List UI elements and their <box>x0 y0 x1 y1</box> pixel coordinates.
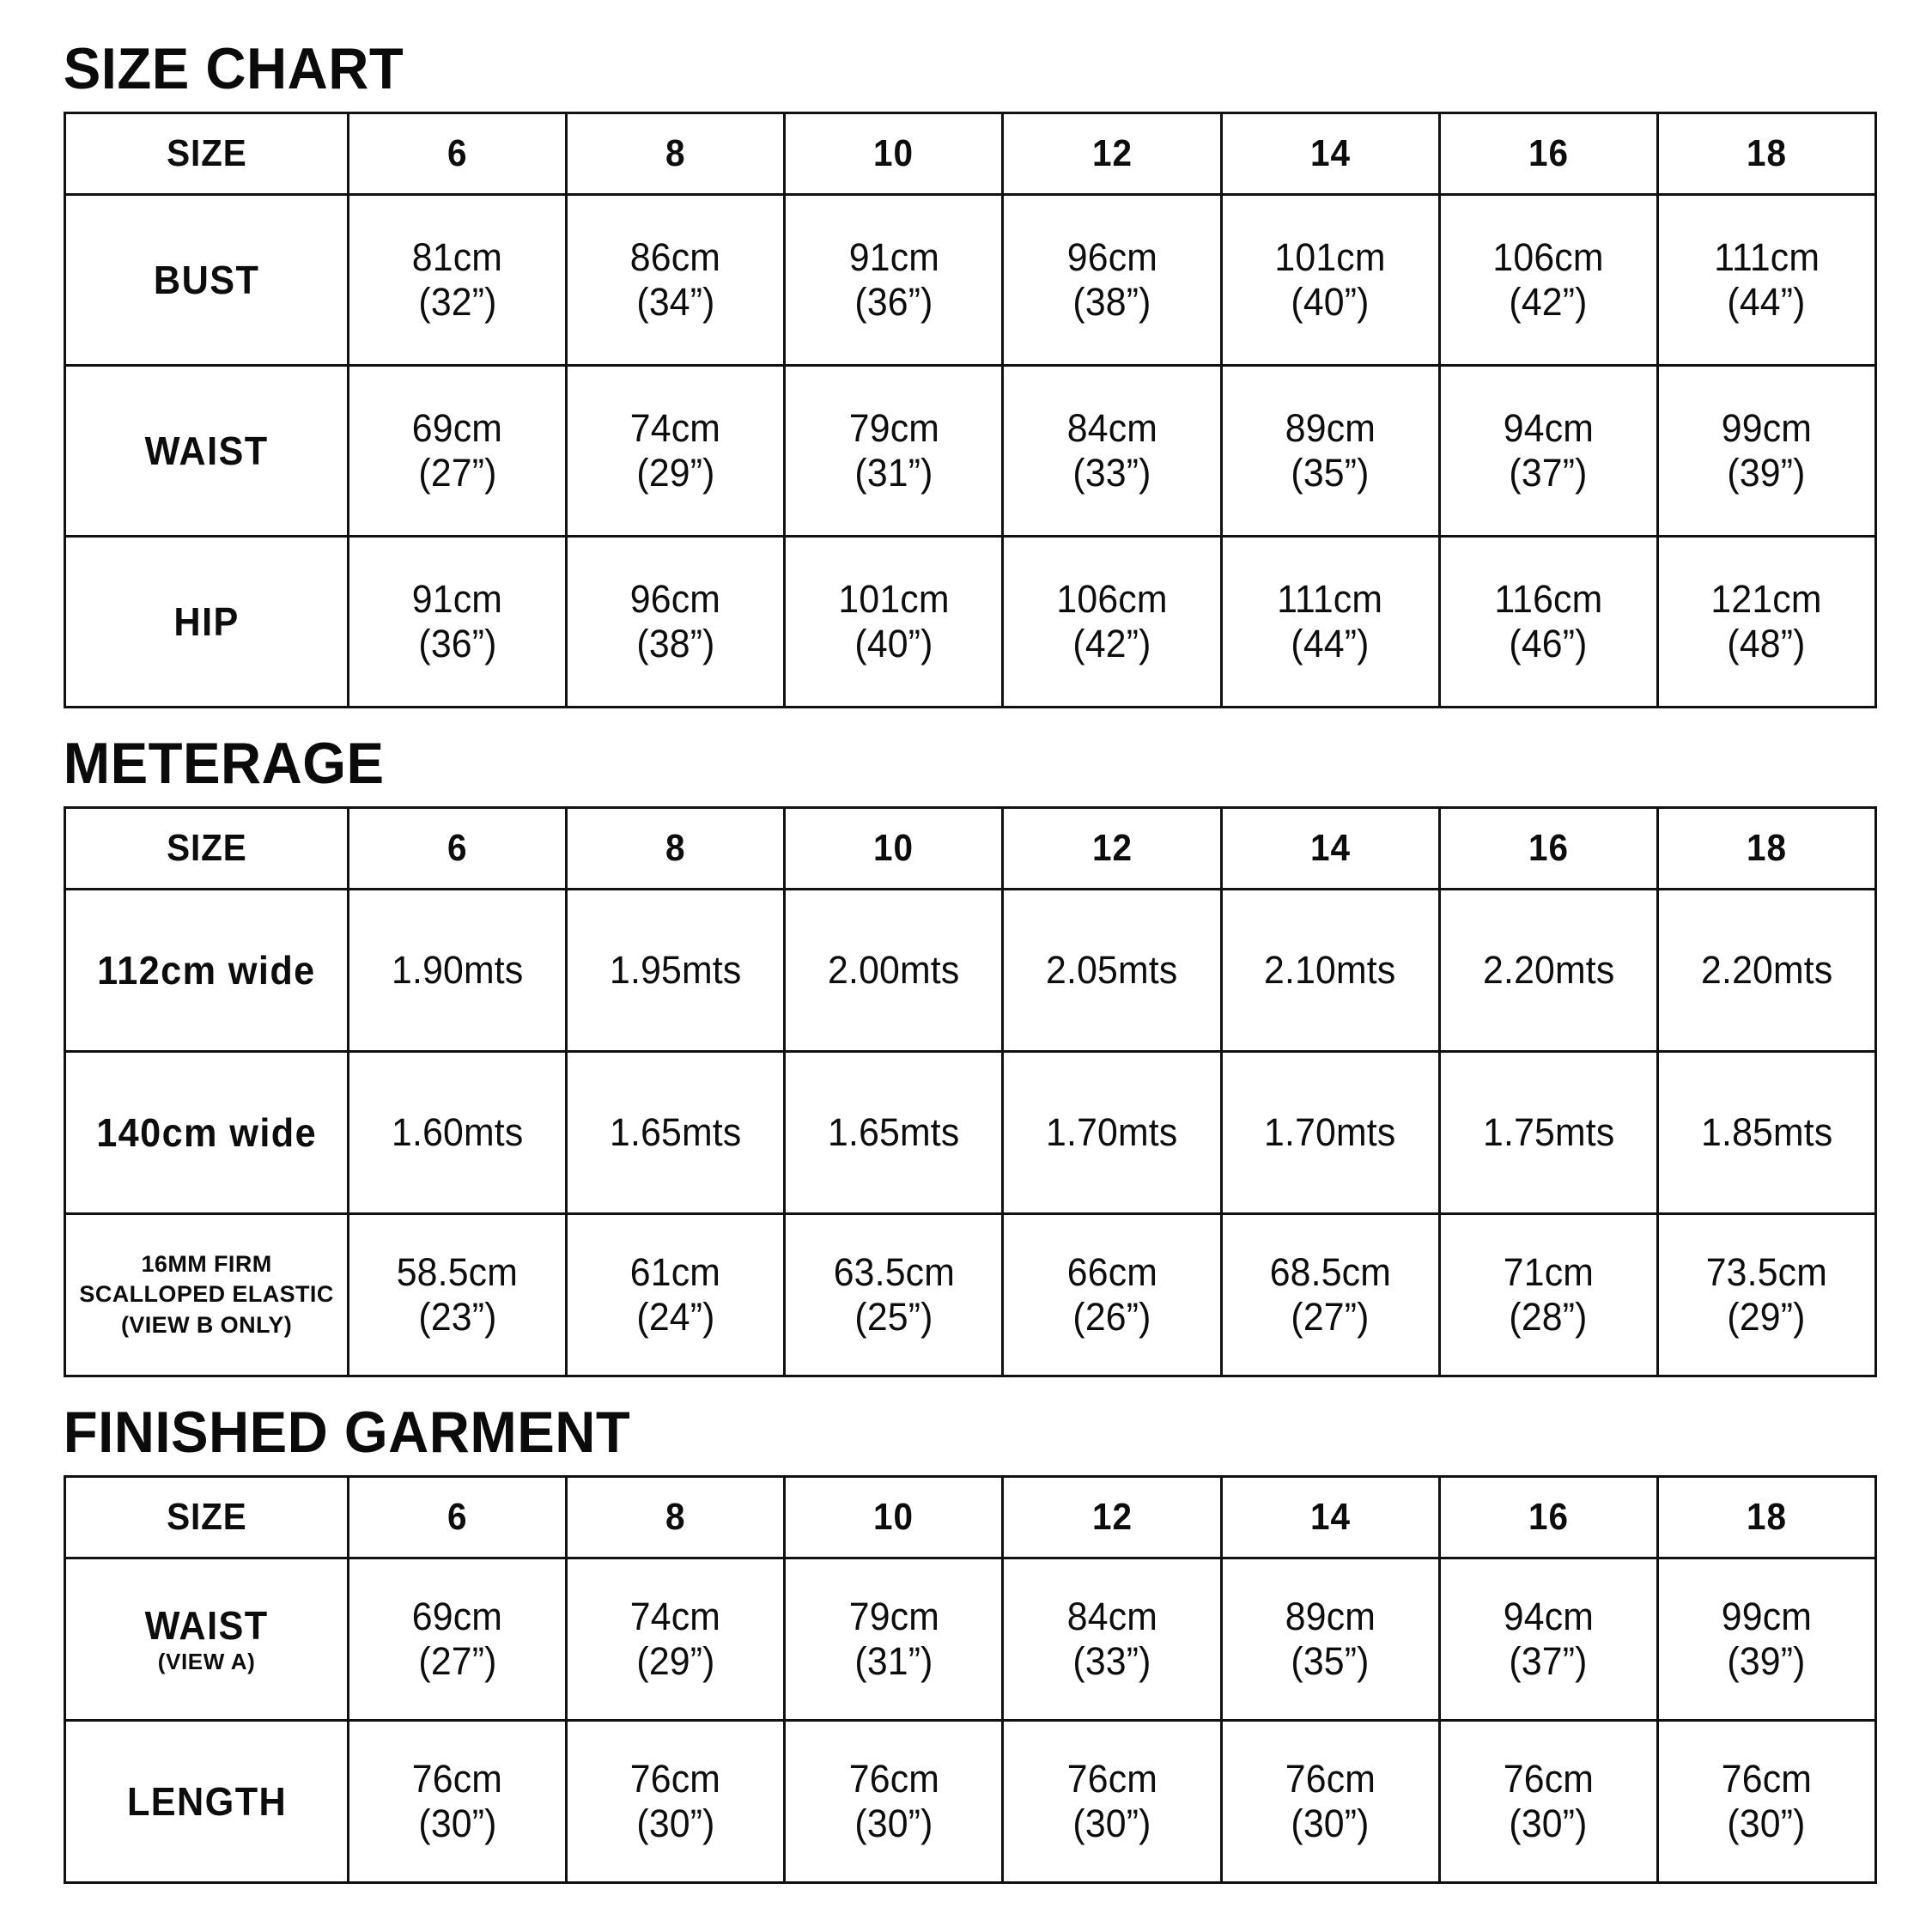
table-header-row <box>65 113 1876 195</box>
measurement-cell <box>785 195 1003 366</box>
header-size-text: 18 <box>1746 132 1787 174</box>
row-label-cell <box>65 1721 349 1883</box>
measurement-cell <box>785 366 1003 537</box>
measurement-cell <box>567 1721 785 1883</box>
measurement-imperial <box>1659 1801 1874 1846</box>
size-chart-table <box>64 112 1877 708</box>
measurement-imperial-text: (48”) <box>1727 622 1807 665</box>
row-label-cell <box>65 366 349 537</box>
measurement-imperial <box>786 451 1001 495</box>
measurement-imperial-text: (25”) <box>854 1295 933 1339</box>
row-label-text: WAIST <box>144 1603 269 1649</box>
measurement-cell <box>1003 537 1221 708</box>
table-row <box>65 890 1876 1052</box>
meterage-table <box>64 806 1877 1377</box>
meterage-heading: METERAGE <box>63 731 385 796</box>
header-size-text: 6 <box>447 827 468 869</box>
header-size-text: 12 <box>1091 1496 1133 1538</box>
measurement-imperial-text: (30”) <box>1072 1801 1151 1845</box>
measurement-metric: 106cm <box>1492 234 1604 279</box>
header-size-text: 16 <box>1528 827 1569 869</box>
measurement-imperial <box>1004 280 1219 325</box>
measurement-cell <box>785 537 1003 708</box>
column-header-size-14 <box>1221 808 1439 890</box>
measurement-cell <box>1221 1214 1439 1376</box>
measurement-imperial <box>786 1295 1001 1340</box>
measurement-imperial <box>1659 622 1874 666</box>
column-header-size-14 <box>1221 1477 1439 1558</box>
measurement-imperial-text: (27”) <box>418 451 497 495</box>
measurement-imperial <box>1223 451 1438 495</box>
measurement-cell <box>349 1052 567 1214</box>
measurement-imperial-text: (29”) <box>1727 1295 1807 1339</box>
measurement-imperial <box>1004 451 1219 495</box>
row-sublabel-text: (VIEW A) <box>157 1648 256 1674</box>
measurement-imperial-text: (38”) <box>1072 280 1151 324</box>
measurement-imperial <box>786 1801 1001 1846</box>
measurement-imperial <box>1223 1639 1438 1684</box>
measurement-imperial-text: (23”) <box>418 1295 497 1339</box>
measurement-metric: 84cm <box>1066 405 1157 450</box>
measurement-metric: 89cm <box>1285 405 1376 450</box>
measurement-imperial <box>1004 622 1219 666</box>
column-header-size-label <box>65 113 349 195</box>
measurement-cell <box>1657 537 1875 708</box>
column-header-size-10 <box>785 1477 1003 1558</box>
measurement-metric: 79cm <box>848 1594 939 1638</box>
column-header-size-12 <box>1003 1477 1221 1558</box>
column-header-size-label <box>65 808 349 890</box>
measurement-imperial <box>1223 622 1438 666</box>
measurement-metric: 91cm <box>412 576 503 621</box>
measurement-cell <box>785 1558 1003 1721</box>
header-size-text: 16 <box>1528 132 1569 174</box>
measurement-imperial <box>1441 280 1656 325</box>
measurement-imperial-text: (33”) <box>1072 1639 1151 1683</box>
finished-garment-table-wrap <box>58 1475 1880 1884</box>
measurement-metric: 61cm <box>630 1249 721 1294</box>
measurement-imperial-text: (42”) <box>1072 622 1151 665</box>
table-row <box>65 195 1876 366</box>
measurement-imperial-text: (37”) <box>1509 451 1588 495</box>
row-label-line: (VIEW B ONLY) <box>120 1311 293 1338</box>
measurement-imperial-text: (28”) <box>1509 1295 1588 1339</box>
measurement-metric: 71cm <box>1503 1249 1594 1294</box>
measurement-cell <box>1657 195 1875 366</box>
measurement-imperial <box>568 1801 783 1846</box>
column-header-size-12 <box>1003 113 1221 195</box>
row-label-cell <box>65 1052 349 1214</box>
measurement-metric: 1.60mts <box>392 1109 524 1154</box>
measurement-metric: 79cm <box>848 405 939 450</box>
measurement-imperial <box>1659 451 1874 495</box>
measurement-cell <box>349 1558 567 1721</box>
measurement-cell <box>567 537 785 708</box>
measurement-metric: 89cm <box>1285 1594 1376 1638</box>
measurement-imperial-text: (29”) <box>636 451 715 495</box>
header-size-text: 6 <box>447 1496 468 1538</box>
measurement-imperial <box>1659 1639 1874 1684</box>
measurement-imperial <box>1441 1801 1656 1846</box>
finished-garment-heading: FINISHED GARMENT <box>63 1400 631 1465</box>
measurement-metric: 1.70mts <box>1046 1109 1178 1154</box>
measurement-imperial-text: (27”) <box>418 1639 497 1683</box>
row-label-text: LENGTH <box>126 1778 287 1824</box>
measurement-cell <box>1003 890 1221 1052</box>
measurement-imperial-text: (39”) <box>1727 1639 1807 1683</box>
measurement-cell <box>1657 1558 1875 1721</box>
measurement-cell <box>349 1214 567 1376</box>
measurement-cell <box>349 1721 567 1883</box>
measurement-imperial <box>568 1639 783 1684</box>
table-row <box>65 1558 1876 1721</box>
measurement-cell <box>1657 366 1875 537</box>
measurement-metric: 1.65mts <box>828 1109 960 1154</box>
table-row <box>65 1721 1876 1883</box>
measurement-imperial-text: (35”) <box>1291 1639 1370 1683</box>
measurement-metric: 1.90mts <box>392 947 524 992</box>
measurement-metric: 76cm <box>412 1756 503 1801</box>
measurement-imperial-text: (24”) <box>636 1295 715 1339</box>
measurement-metric: 1.95mts <box>610 947 742 992</box>
measurement-cell <box>1657 890 1875 1052</box>
column-header-size-16 <box>1439 808 1657 890</box>
measurement-cell <box>1003 1721 1221 1883</box>
column-header-size-14 <box>1221 113 1439 195</box>
measurement-imperial <box>1223 280 1438 325</box>
measurement-metric: 1.85mts <box>1700 1109 1833 1154</box>
measurement-cell <box>1439 195 1657 366</box>
measurement-cell <box>1221 1721 1439 1883</box>
measurement-cell <box>785 1052 1003 1214</box>
measurement-imperial-text: (39”) <box>1727 451 1807 495</box>
column-header-size-6 <box>349 808 567 890</box>
row-label-line: SCALLOPED ELASTIC <box>79 1281 334 1308</box>
measurement-cell <box>1439 890 1657 1052</box>
measurement-metric: 111cm <box>1277 576 1383 621</box>
row-label-text: WAIST <box>144 428 269 473</box>
measurement-cell <box>1221 537 1439 708</box>
table-row <box>65 1052 1876 1214</box>
measurement-metric: 94cm <box>1503 1594 1594 1638</box>
measurement-cell <box>567 366 785 537</box>
column-header-size-18 <box>1657 808 1875 890</box>
measurement-cell <box>1003 1558 1221 1721</box>
measurement-metric: 76cm <box>1503 1756 1594 1801</box>
measurement-cell <box>1657 1721 1875 1883</box>
measurement-imperial-text: (30”) <box>1509 1801 1588 1845</box>
size-chart-table-wrap <box>58 112 1880 708</box>
measurement-imperial <box>786 622 1001 666</box>
measurement-imperial-text: (35”) <box>1291 451 1370 495</box>
measurement-imperial <box>349 622 565 666</box>
size-chart-body <box>65 113 1876 708</box>
measurement-imperial <box>349 451 565 495</box>
measurement-metric: 101cm <box>838 576 950 621</box>
measurement-cell <box>349 366 567 537</box>
measurement-cell <box>1439 1052 1657 1214</box>
measurement-cell <box>1221 1558 1439 1721</box>
measurement-imperial-text: (46”) <box>1509 622 1588 665</box>
measurement-metric: 68.5cm <box>1269 1249 1391 1294</box>
measurement-metric: 76cm <box>1721 1756 1813 1801</box>
header-size-text: 10 <box>873 132 914 174</box>
measurement-imperial-text: (37”) <box>1509 1639 1588 1683</box>
measurement-imperial <box>568 451 783 495</box>
column-header-size-6 <box>349 113 567 195</box>
measurement-cell <box>1003 1214 1221 1376</box>
measurement-imperial-text: (40”) <box>1291 280 1370 324</box>
measurement-metric: 1.75mts <box>1482 1109 1614 1154</box>
measurement-metric: 96cm <box>630 576 721 621</box>
measurement-cell <box>1439 537 1657 708</box>
measurement-metric: 81cm <box>412 234 503 279</box>
measurement-cell <box>785 1721 1003 1883</box>
measurement-metric: 91cm <box>848 234 939 279</box>
header-size-text: 10 <box>873 1496 914 1538</box>
measurement-metric: 74cm <box>630 1594 721 1638</box>
measurement-imperial-text: (30”) <box>636 1801 715 1845</box>
measurement-metric: 116cm <box>1494 576 1603 621</box>
measurement-cell <box>349 195 567 366</box>
measurement-imperial-text: (38”) <box>636 622 715 665</box>
measurement-imperial <box>1441 1639 1656 1684</box>
table-header-row <box>65 1477 1876 1558</box>
measurement-metric: 1.70mts <box>1264 1109 1396 1154</box>
measurement-imperial-text: (26”) <box>1072 1295 1151 1339</box>
measurement-metric: 2.05mts <box>1046 947 1178 992</box>
header-size-text: 10 <box>873 827 914 869</box>
measurement-cell <box>1439 366 1657 537</box>
header-size-text: 8 <box>665 827 686 869</box>
measurement-cell <box>1221 1052 1439 1214</box>
column-header-size-18 <box>1657 1477 1875 1558</box>
column-header-size-8 <box>567 113 785 195</box>
measurement-metric: 76cm <box>1066 1756 1157 1801</box>
header-label-text: SIZE <box>166 827 247 869</box>
header-size-text: 12 <box>1091 827 1133 869</box>
column-header-size-12 <box>1003 808 1221 890</box>
measurement-imperial <box>1659 280 1874 325</box>
measurement-imperial-text: (36”) <box>418 622 497 665</box>
measurement-imperial <box>349 1801 565 1846</box>
measurement-metric: 1.65mts <box>610 1109 742 1154</box>
measurement-imperial-text: (36”) <box>854 280 933 324</box>
measurement-imperial <box>1223 1801 1438 1846</box>
header-size-text: 14 <box>1309 132 1351 174</box>
measurement-imperial <box>786 1639 1001 1684</box>
measurement-imperial-text: (29”) <box>636 1639 715 1683</box>
header-label-text: SIZE <box>166 1496 247 1538</box>
measurement-cell <box>785 1214 1003 1376</box>
column-header-size-10 <box>785 113 1003 195</box>
header-size-text: 14 <box>1309 827 1351 869</box>
table-header-row <box>65 808 1876 890</box>
measurement-cell <box>567 890 785 1052</box>
measurement-cell <box>567 1214 785 1376</box>
measurement-metric: 76cm <box>630 1756 721 1801</box>
measurement-imperial <box>349 280 565 325</box>
measurement-metric: 76cm <box>1285 1756 1376 1801</box>
column-header-size-label <box>65 1477 349 1558</box>
finished-garment-table <box>64 1475 1877 1884</box>
measurement-cell <box>567 195 785 366</box>
header-size-text: 8 <box>665 1496 686 1538</box>
measurement-metric: 121cm <box>1710 576 1823 621</box>
measurement-cell <box>1657 1214 1875 1376</box>
measurement-metric: 99cm <box>1721 405 1813 450</box>
column-header-size-8 <box>567 1477 785 1558</box>
table-row <box>65 366 1876 537</box>
measurement-imperial <box>568 1295 783 1340</box>
measurement-cell <box>1003 1052 1221 1214</box>
measurement-imperial <box>1004 1639 1219 1684</box>
measurement-metric: 63.5cm <box>833 1249 955 1294</box>
measurement-imperial-text: (30”) <box>854 1801 933 1845</box>
measurement-metric: 69cm <box>412 405 503 450</box>
header-size-text: 18 <box>1746 1496 1787 1538</box>
header-size-text: 14 <box>1309 1496 1351 1538</box>
row-label-cell <box>65 890 349 1052</box>
column-header-size-16 <box>1439 1477 1657 1558</box>
measurement-imperial-text: (31”) <box>854 451 933 495</box>
measurement-cell <box>349 537 567 708</box>
measurement-cell <box>1439 1214 1657 1376</box>
column-header-size-6 <box>349 1477 567 1558</box>
measurement-cell <box>1439 1721 1657 1883</box>
measurement-metric: 74cm <box>630 405 721 450</box>
row-label-cell <box>65 1558 349 1721</box>
measurement-metric: 58.5cm <box>397 1249 519 1294</box>
measurement-cell <box>1221 890 1439 1052</box>
measurement-imperial <box>568 622 783 666</box>
measurement-imperial-text: (31”) <box>854 1639 933 1683</box>
measurement-cell <box>1439 1558 1657 1721</box>
measurement-metric: 69cm <box>412 1594 503 1638</box>
measurement-cell <box>1003 366 1221 537</box>
column-header-size-18 <box>1657 113 1875 195</box>
measurement-imperial <box>1004 1295 1219 1340</box>
row-label-text: 112cm wide <box>97 947 316 993</box>
measurement-imperial-text: (30”) <box>418 1801 497 1845</box>
row-label-cell <box>65 1214 349 1376</box>
row-label-text: HIP <box>173 598 240 644</box>
row-label-cell <box>65 195 349 366</box>
header-label-text: SIZE <box>166 132 247 174</box>
measurement-imperial <box>349 1295 565 1340</box>
measurement-metric: 94cm <box>1503 405 1594 450</box>
measurement-cell <box>1657 1052 1875 1214</box>
measurement-metric: 76cm <box>848 1756 939 1801</box>
measurement-cell <box>1221 195 1439 366</box>
measurement-imperial-text: (32”) <box>418 280 497 324</box>
row-label-cell <box>65 537 349 708</box>
column-header-size-16 <box>1439 113 1657 195</box>
measurement-metric: 96cm <box>1066 234 1157 279</box>
measurement-metric: 86cm <box>630 234 721 279</box>
measurement-imperial-text: (30”) <box>1291 1801 1370 1845</box>
measurement-metric: 84cm <box>1066 1594 1157 1638</box>
measurement-metric: 2.00mts <box>828 947 960 992</box>
measurement-metric: 111cm <box>1713 234 1820 279</box>
measurement-imperial <box>1223 1295 1438 1340</box>
measurement-imperial <box>568 280 783 325</box>
measurement-metric: 2.20mts <box>1482 947 1614 992</box>
row-label-text: BUST <box>153 257 260 302</box>
measurement-imperial <box>1441 622 1656 666</box>
measurement-imperial-text: (30”) <box>1727 1801 1807 1845</box>
measurement-cell <box>349 890 567 1052</box>
measurement-imperial-text: (33”) <box>1072 451 1151 495</box>
measurement-imperial-text: (44”) <box>1727 280 1807 324</box>
column-header-size-10 <box>785 808 1003 890</box>
measurement-cell <box>785 890 1003 1052</box>
measurement-metric: 66cm <box>1066 1249 1157 1294</box>
measurement-cell <box>567 1558 785 1721</box>
measurement-metric: 101cm <box>1274 234 1386 279</box>
measurement-metric: 73.5cm <box>1705 1249 1828 1294</box>
measurement-metric: 106cm <box>1056 576 1168 621</box>
measurement-imperial <box>1441 1295 1656 1340</box>
measurement-imperial <box>349 1639 565 1684</box>
table-row <box>65 537 1876 708</box>
meterage-table-wrap <box>58 806 1880 1377</box>
row-label-line: 16MM FIRM <box>141 1250 272 1277</box>
measurement-metric: 2.10mts <box>1264 947 1396 992</box>
measurement-cell <box>1003 195 1221 366</box>
measurement-imperial <box>1441 451 1656 495</box>
measurement-cell <box>567 1052 785 1214</box>
meterage-body <box>65 808 1876 1376</box>
measurement-imperial-text: (40”) <box>854 622 933 665</box>
measurement-imperial-text: (42”) <box>1509 280 1588 324</box>
measurement-cell <box>1221 366 1439 537</box>
measurement-imperial-text: (27”) <box>1291 1295 1370 1339</box>
header-size-text: 18 <box>1746 827 1787 869</box>
measurement-metric: 2.20mts <box>1700 947 1833 992</box>
measurement-imperial-text: (44”) <box>1291 622 1370 665</box>
measurement-imperial <box>1659 1295 1874 1340</box>
finished-garment-body <box>65 1477 1876 1883</box>
measurement-imperial <box>786 280 1001 325</box>
column-header-size-8 <box>567 808 785 890</box>
size-chart-heading: SIZE CHART <box>63 36 404 101</box>
measurement-imperial <box>1004 1801 1219 1846</box>
header-size-text: 6 <box>447 132 468 174</box>
header-size-text: 8 <box>665 132 686 174</box>
measurement-metric: 99cm <box>1721 1594 1813 1638</box>
row-label-text: 140cm wide <box>96 1109 318 1155</box>
table-row <box>65 1214 1876 1376</box>
header-size-text: 16 <box>1528 1496 1569 1538</box>
header-size-text: 12 <box>1091 132 1133 174</box>
measurement-imperial-text: (34”) <box>636 280 715 324</box>
